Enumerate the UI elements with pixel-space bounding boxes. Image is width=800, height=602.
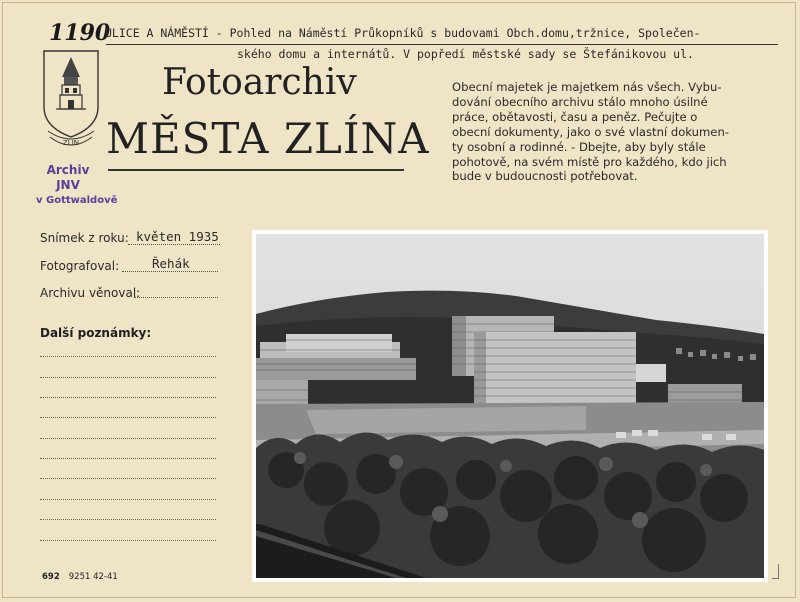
zlin-coat-of-arms-icon <box>40 47 104 157</box>
photographer-line <box>122 271 218 272</box>
description-line: práce, obětavosti, času a peněz. Pečujte o <box>452 109 698 124</box>
note-line <box>40 458 216 459</box>
page-subtitle: MĚSTA ZLÍNA <box>106 114 430 163</box>
notes-label: Další poznámky: <box>40 326 152 340</box>
description-line: pohotově, na svém místě pro každého, kdo jich <box>452 154 727 169</box>
note-line <box>40 519 216 520</box>
donated-label: Archivu věnoval: <box>40 286 141 300</box>
title-rule <box>108 169 404 171</box>
crest-text: ZLÍN <box>63 139 79 147</box>
caption-line-1: ULICE A NÁMĚSTÍ - Pohled na Náměstí Průkopníků s budovami Obch.domu,tržnice, Společen- <box>105 26 701 40</box>
caption-rule <box>106 44 778 45</box>
archive-stamp <box>36 163 118 208</box>
description <box>452 80 730 184</box>
note-line <box>40 356 216 357</box>
note-line <box>40 540 216 541</box>
page-title: Fotoarchiv <box>162 62 357 103</box>
description-line: Obecní majetek je majetkem nás všech. Vybu- <box>452 80 722 94</box>
note-line <box>40 499 216 500</box>
donated-line <box>134 297 218 298</box>
photo-corner-mark <box>772 564 779 579</box>
note-line <box>40 397 216 398</box>
archive-number: 1190 <box>49 20 111 46</box>
street-panorama-photo <box>252 230 768 582</box>
footer-code-1: 692 <box>42 572 60 582</box>
stamp-line-3: v Gottwaldově <box>36 195 118 206</box>
note-line <box>40 478 216 479</box>
stamp-line-1: Archiv <box>46 163 90 177</box>
description-line: dování obecního archivu stálo mnoho úsilné <box>452 94 708 109</box>
note-line <box>40 438 216 439</box>
description-line: ty osobní a rodinné. - Dbejte, aby byly stále <box>452 139 706 154</box>
year-label: Snímek z roku: <box>40 231 129 245</box>
description-line: obecní dokumenty, jako o své vlastní dokumen- <box>452 124 729 139</box>
note-line <box>40 377 216 378</box>
description-line: bude v budoucnosti potřebovat. <box>452 169 638 184</box>
footer-code-2: 9251 42-41 <box>68 572 118 582</box>
stamp-line-2: JNV <box>56 178 80 192</box>
caption-line-2: ského domu a internátů. V popředí městské sady se Štefánikovou ul. <box>237 47 694 61</box>
photographer-value: Řehák <box>152 256 190 271</box>
year-line <box>128 244 220 245</box>
year-value: květen 1935 <box>136 229 219 244</box>
note-line <box>40 417 216 418</box>
photographer-label: Fotografoval: <box>40 259 120 273</box>
footer-codes <box>42 572 118 582</box>
